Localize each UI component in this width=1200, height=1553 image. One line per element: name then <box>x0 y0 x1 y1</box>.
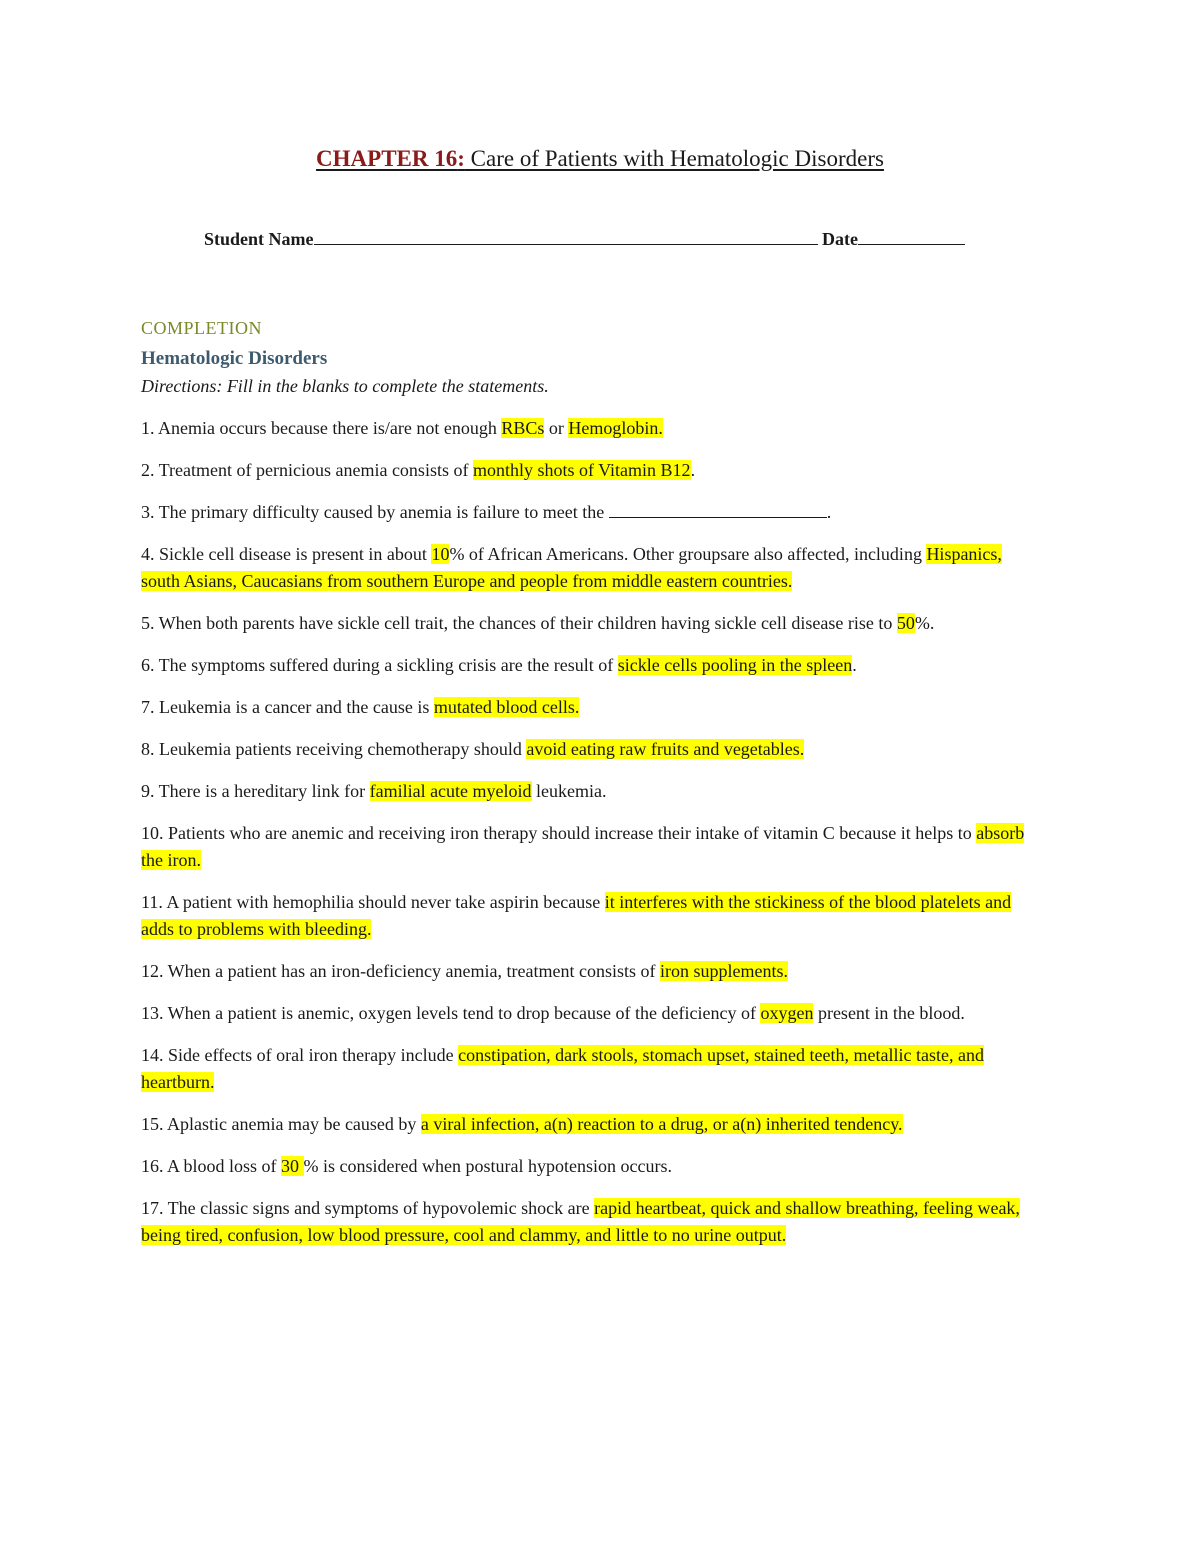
question-15 <box>141 1111 1041 1138</box>
question-6 <box>141 652 1041 679</box>
question-8 <box>141 736 1041 763</box>
question-13 <box>141 1000 1041 1027</box>
chapter-number: CHAPTER 16 <box>316 146 458 171</box>
question-5 <box>141 610 1041 637</box>
answer-highlight: 10 <box>431 544 450 564</box>
answer-highlight: constipation, dark stools, stomach upset, stained teeth, metallic taste, and heartburn. <box>141 1045 984 1092</box>
student-name-label: Student Name <box>204 229 314 249</box>
question-text: 9. There is a hereditary link for <box>141 781 370 801</box>
question-list <box>141 415 1041 1264</box>
question-3 <box>141 499 1041 526</box>
question-text: 3. The primary difficulty caused by anemia is failure to meet the <box>141 502 609 522</box>
answer-highlight: Hemoglobin. <box>568 418 663 438</box>
question-text: leukemia. <box>531 781 607 801</box>
student-info-line <box>204 228 965 250</box>
question-17 <box>141 1195 1041 1249</box>
question-text: 7. Leukemia is a cancer and the cause is <box>141 697 434 717</box>
question-text: . <box>852 655 857 675</box>
question-text: % of African Americans. Other groupsare also affected, including <box>449 544 927 564</box>
question-1 <box>141 415 1041 442</box>
directions-text: Directions: Fill in the blanks to complete the statements. <box>141 376 549 396</box>
question-10 <box>141 820 1041 874</box>
section-heading: Hematologic Disorders <box>141 348 328 369</box>
answer-highlight: 30 <box>281 1156 304 1176</box>
answer-highlight: iron supplements. <box>660 961 788 981</box>
question-text: %. <box>914 613 935 633</box>
question-2 <box>141 457 1041 484</box>
answer-highlight: 50 <box>896 613 915 633</box>
question-text: 11. A patient with hemophilia should never take aspirin because <box>141 892 605 912</box>
question-text: 2. Treatment of pernicious anemia consists of <box>141 460 473 480</box>
question-text: 4. Sickle cell disease is present in about <box>141 544 432 564</box>
question-text: 14. Side effects of oral iron therapy include <box>141 1045 459 1065</box>
answer-highlight: Hispanics, south Asians, Caucasians from southern Europe and people from middle eastern countries. <box>141 544 1002 591</box>
answer-highlight: absorb the iron. <box>141 823 1025 870</box>
question-text: . <box>826 502 832 522</box>
question-text: 6. The symptoms suffered during a sickling crisis are the result of <box>141 655 618 675</box>
question-16 <box>141 1153 1041 1180</box>
question-text: 15. Aplastic anemia may be caused by <box>141 1114 421 1134</box>
page-title <box>0 146 1200 172</box>
question-text: 10. Patients who are anemic and receiving iron therapy should increase their intake of vitamin C because it helps to <box>141 823 977 843</box>
question-text: 17. The classic signs and symptoms of hypovolemic shock are <box>141 1198 595 1218</box>
question-7 <box>141 694 1041 721</box>
student-name-blank[interactable] <box>314 228 818 245</box>
answer-highlight: familial acute myeloid <box>369 781 532 801</box>
answer-highlight: RBCs <box>501 418 545 438</box>
answer-blank[interactable] <box>609 502 827 518</box>
chapter-title: Care of Patients with Hematologic Disorders <box>464 146 884 171</box>
answer-highlight: avoid eating raw fruits and vegetables. <box>526 739 805 759</box>
question-text: % is considered when postural hypotension occurs. <box>303 1156 672 1176</box>
question-4 <box>141 541 1041 595</box>
question-text: 5. When both parents have sickle cell trait, the chances of their children having sickle cell disease rise to <box>141 613 897 633</box>
answer-highlight: oxygen <box>760 1003 814 1023</box>
date-label: Date <box>822 229 858 249</box>
question-text: 13. When a patient is anemic, oxygen levels tend to drop because of the deficiency of <box>141 1003 761 1023</box>
question-text: 1. Anemia occurs because there is/are not enough <box>141 418 502 438</box>
question-text: or <box>544 418 569 438</box>
chapter-colon: : <box>457 146 465 171</box>
answer-highlight: rapid heartbeat, quick and shallow breathing, feeling weak, being tired, confusion, low blood pressure, cool and clammy, and little to no urine output. <box>141 1198 1020 1245</box>
question-12 <box>141 958 1041 985</box>
question-text: 16. A blood loss of <box>141 1156 282 1176</box>
question-text: 12. When a patient has an iron-deficiency anemia, treatment consists of <box>141 961 660 981</box>
answer-highlight: sickle cells pooling in the spleen <box>617 655 853 675</box>
question-text: . <box>690 460 696 480</box>
answer-highlight: a viral infection, a(n) reaction to a drug, or a(n) inherited tendency. <box>420 1114 903 1134</box>
date-blank[interactable] <box>858 228 965 245</box>
question-14 <box>141 1042 1041 1096</box>
question-text: present in the blood. <box>813 1003 965 1023</box>
question-text: 8. Leukemia patients receiving chemotherapy should <box>141 739 527 759</box>
section-label: COMPLETION <box>141 318 262 338</box>
answer-highlight: it interferes with the stickiness of the blood platelets and adds to problems with bleeding. <box>141 892 1012 939</box>
answer-highlight: mutated blood cells. <box>433 697 580 717</box>
answer-highlight: monthly shots of Vitamin B12 <box>472 460 691 480</box>
question-11 <box>141 889 1041 943</box>
question-9 <box>141 778 1041 805</box>
